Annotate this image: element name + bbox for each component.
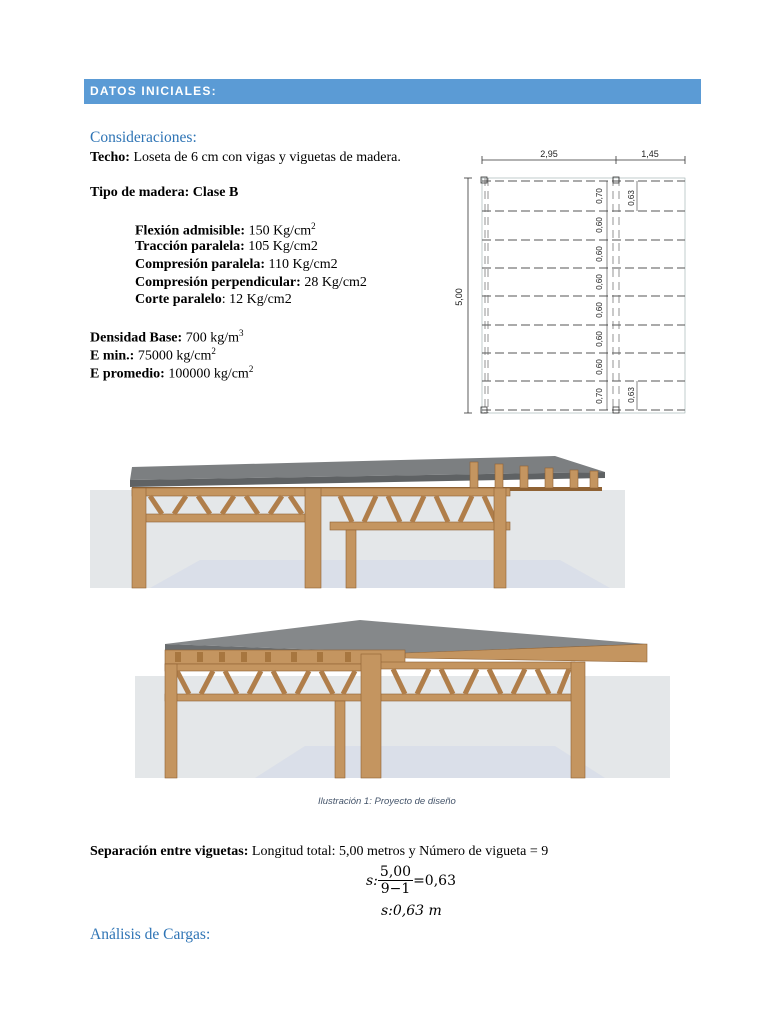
figure-caption: Ilustración 1: Proyecto de diseño <box>318 796 456 807</box>
emin-label: E min.: <box>90 348 135 364</box>
separation-line <box>90 844 548 860</box>
density-label: Densidad Base: <box>90 330 183 346</box>
edge-label-top: 0,63 <box>627 190 636 206</box>
emin-sup: 2 <box>211 346 216 356</box>
eprom-value: 100000 kg/cm <box>168 366 249 382</box>
property-row <box>135 275 367 291</box>
spacing-label: 0,60 <box>595 331 604 347</box>
property-label: Corte paralelo <box>135 292 222 307</box>
formula-prefix: s: <box>366 872 378 889</box>
property-value: 105 Kg/cm2 <box>248 239 318 254</box>
roof-label: Techo: <box>90 150 130 165</box>
spacing-label: 0,70 <box>595 188 604 204</box>
eprom-sup: 2 <box>248 364 254 374</box>
banner-title: DATOS INICIALES: <box>90 84 217 98</box>
formula-fraction <box>378 864 413 897</box>
beam-lines <box>485 178 619 413</box>
render-view-1 <box>90 450 625 590</box>
spacing-label: 0,60 <box>595 302 604 318</box>
render-view-2 <box>135 618 670 780</box>
dim-top-right: 1,45 <box>641 149 659 159</box>
property-row <box>135 292 292 308</box>
property-label: Compresión paralela: <box>135 257 266 272</box>
density-line <box>90 328 243 347</box>
spacing-label: 0,60 <box>595 359 604 375</box>
emin-value: 75000 kg/cm <box>137 348 212 364</box>
eprom-line <box>90 364 253 383</box>
property-label: Compresión perpendicular: <box>135 275 301 290</box>
separation-text: Longitud total: 5,00 metros y Número de vigueta = 9 <box>251 844 549 859</box>
emin-line <box>90 346 216 365</box>
spacing-label: 0,60 <box>595 246 604 262</box>
roof-plan-drawing <box>450 145 700 430</box>
formula-numerator: 5,00 <box>379 864 412 880</box>
property-sup: 2 <box>311 221 316 231</box>
roof-value: Loseta de 6 cm con vigas y viguetas de madera. <box>133 150 401 165</box>
property-label: Flexión admisible: <box>135 223 246 239</box>
property-value: 110 Kg/cm2 <box>268 257 338 272</box>
property-value: 150 Kg/cm <box>248 223 312 239</box>
density-value: 700 kg/m <box>185 330 239 346</box>
property-row <box>135 239 318 255</box>
spacing-label: 0,60 <box>595 217 604 233</box>
wood-type-text: Tipo de madera: Clase B <box>90 185 239 200</box>
property-value: : 12 Kg/cm2 <box>221 292 292 307</box>
loads-heading: Análisis de Cargas: <box>90 926 211 943</box>
spacing-label: 0,70 <box>595 388 604 404</box>
spacing-label: 0,60 <box>595 274 604 290</box>
wood-type <box>90 185 238 201</box>
formula-denominator: 9−1 <box>380 881 411 897</box>
formula <box>366 864 456 897</box>
property-value: 28 Kg/cm2 <box>304 275 367 290</box>
density-sup: 3 <box>238 328 244 338</box>
formula-result: =0,63 <box>413 872 456 889</box>
property-row <box>135 221 316 240</box>
section-banner <box>84 79 701 104</box>
property-row <box>135 257 338 273</box>
property-label: Tracción paralela: <box>135 239 245 254</box>
separation-label: Separación entre viguetas: <box>90 844 249 859</box>
edge-label-bottom: 0,63 <box>627 387 636 403</box>
dim-left: 5,00 <box>454 288 464 306</box>
eprom-label: E promedio: <box>90 366 165 382</box>
roof-line <box>90 150 401 166</box>
joist-lines <box>482 181 685 410</box>
formula-result-line: s:0,63 m <box>381 903 442 919</box>
dim-top-left: 2,95 <box>540 149 558 159</box>
considerations-heading: Consideraciones: <box>90 129 197 146</box>
